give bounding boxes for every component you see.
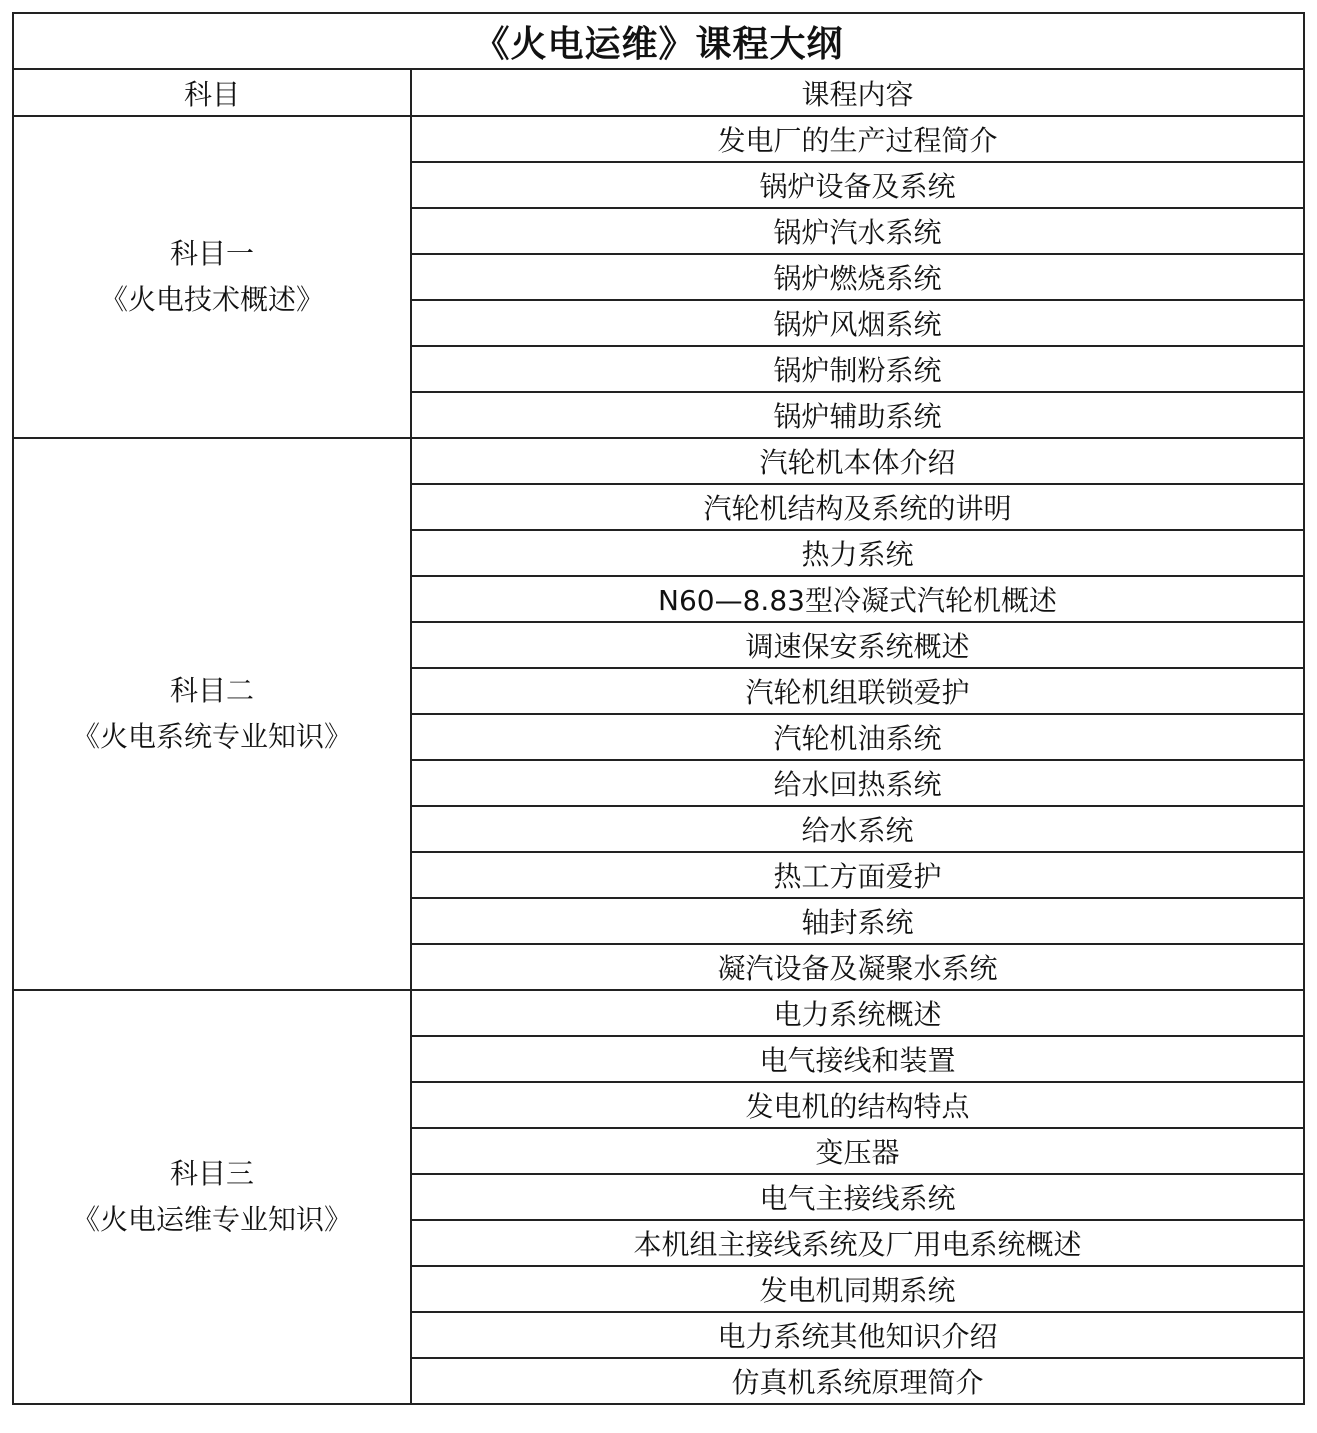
topic-cell: 汽轮机油系统 <box>411 714 1304 760</box>
topic-cell: 锅炉燃烧系统 <box>411 254 1304 300</box>
topic-cell: 热力系统 <box>411 530 1304 576</box>
topic-cell: 发电厂的生产过程简介 <box>411 116 1304 162</box>
topic-cell: 锅炉设备及系统 <box>411 162 1304 208</box>
topic-cell: 汽轮机组联锁爱护 <box>411 668 1304 714</box>
topic-cell: 电力系统其他知识介绍 <box>411 1312 1304 1358</box>
topic-cell: 锅炉风烟系统 <box>411 300 1304 346</box>
topic-cell: 锅炉制粉系统 <box>411 346 1304 392</box>
subject-column-header: 科目 <box>13 69 411 116</box>
topic-cell: 轴封系统 <box>411 898 1304 944</box>
syllabus-table <box>12 12 1305 1405</box>
topic-cell: 发电机同期系统 <box>411 1266 1304 1312</box>
table-row <box>13 990 1304 1036</box>
topic-cell: 汽轮机结构及系统的讲明 <box>411 484 1304 530</box>
topic-cell: 变压器 <box>411 1128 1304 1174</box>
topic-cell: 热工方面爱护 <box>411 852 1304 898</box>
topic-cell: 凝汽设备及凝聚水系统 <box>411 944 1304 990</box>
subject-cell <box>13 990 411 1404</box>
topic-cell: 电气接线和装置 <box>411 1036 1304 1082</box>
subject-course-title: 《火电技术概述》 <box>99 283 324 316</box>
topic-cell: 锅炉汽水系统 <box>411 208 1304 254</box>
topic-cell: 电气主接线系统 <box>411 1174 1304 1220</box>
topic-cell: 锅炉辅助系统 <box>411 392 1304 438</box>
topic-cell: 给水回热系统 <box>411 760 1304 806</box>
topic-cell: 发电机的结构特点 <box>411 1082 1304 1128</box>
header-row <box>13 69 1304 116</box>
topic-cell: 给水系统 <box>411 806 1304 852</box>
subject-course-title: 《火电系统专业知识》 <box>71 720 352 753</box>
subject-name: 科目一 <box>169 237 254 270</box>
topic-cell: 本机组主接线系统及厂用电系统概述 <box>411 1220 1304 1266</box>
topic-cell: 仿真机系统原理简介 <box>411 1358 1304 1404</box>
content-column-header: 课程内容 <box>411 69 1304 116</box>
syllabus-body <box>13 13 1304 1404</box>
subject-name: 科目二 <box>169 674 254 707</box>
subject-name: 科目三 <box>169 1157 254 1190</box>
title-row <box>13 13 1304 69</box>
table-row <box>13 438 1304 484</box>
table-row <box>13 116 1304 162</box>
topic-cell: 调速保安系统概述 <box>411 622 1304 668</box>
subject-cell <box>13 438 411 990</box>
table-title: 《火电运维》课程大纲 <box>13 13 1304 69</box>
topic-cell: 电力系统概述 <box>411 990 1304 1036</box>
topic-cell: 汽轮机本体介绍 <box>411 438 1304 484</box>
subject-cell <box>13 116 411 438</box>
topic-cell: N60—8.83型冷凝式汽轮机概述 <box>411 576 1304 622</box>
subject-course-title: 《火电运维专业知识》 <box>71 1203 352 1236</box>
